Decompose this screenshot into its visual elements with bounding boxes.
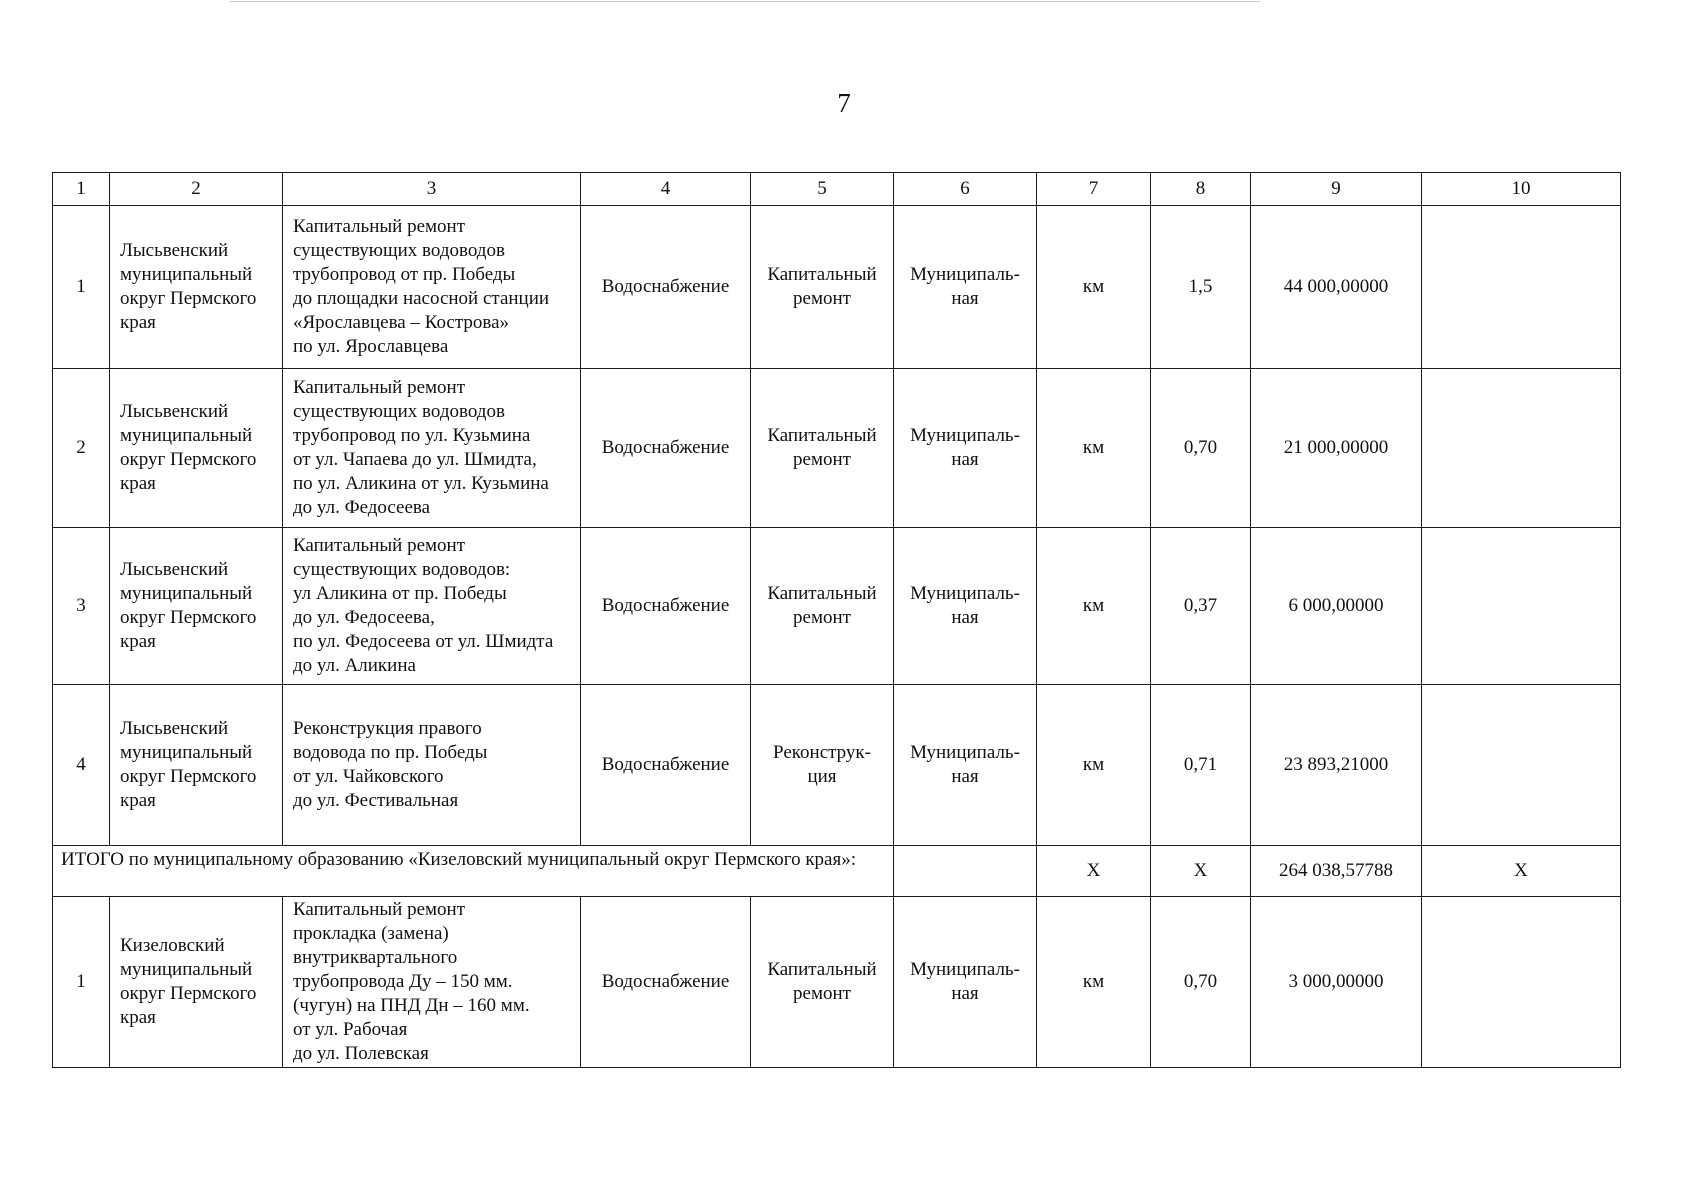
unit-cell: км	[1037, 369, 1151, 528]
municipality-cell	[110, 206, 283, 369]
amount-cell: 0,70	[1151, 897, 1251, 1068]
work-type-text: Капитальный ремонт	[767, 959, 877, 1004]
work-type-cell	[751, 206, 894, 369]
header-cell: 3	[283, 173, 581, 206]
sector-cell: Водоснабжение	[581, 897, 751, 1068]
page-number: 7	[837, 88, 851, 118]
header-cell: 4	[581, 173, 751, 206]
sector-cell: Водоснабжение	[581, 685, 751, 846]
header-cell: 7	[1037, 173, 1151, 206]
object-text: Капитальный ремонт существующих водоводов трубопровод по ул. Кузьмина от ул. Чапаева до ул. Шмидта, по ул. Аликина от ул. Кузьмина до ул. Федосеева	[293, 377, 549, 518]
unit-cell: км	[1037, 528, 1151, 685]
municipality-cell	[110, 528, 283, 685]
amount-cell: 0,70	[1151, 369, 1251, 528]
unit-cell: км	[1037, 685, 1151, 846]
object-text: Капитальный ремонт существующих водоводов трубопровод от пр. Победы до площадки насосной станции «Ярославцева – Кострова» по ул. Ярославцева	[293, 216, 550, 357]
total-cost: 264 038,57788	[1251, 846, 1422, 897]
work-type-text: Капитальный ремонт	[767, 425, 877, 470]
work-type-text: Капитальный ремонт	[767, 583, 877, 628]
ownership-cell	[894, 685, 1037, 846]
ownership-cell	[894, 897, 1037, 1068]
table-row	[53, 685, 1621, 846]
unit-cell: км	[1037, 206, 1151, 369]
scan-top-edge	[230, 1, 1260, 2]
sector-cell: Водоснабжение	[581, 528, 751, 685]
municipality-text: Лысьвенский муниципальный округ Пермского края	[120, 718, 257, 811]
ownership-text: Муниципаль- ная	[910, 959, 1020, 1004]
header-cell: 8	[1151, 173, 1251, 206]
ownership-cell	[894, 528, 1037, 685]
investment-table	[52, 172, 1621, 1068]
ownership-cell	[894, 206, 1037, 369]
object-cell	[283, 897, 581, 1068]
header-cell: 2	[110, 173, 283, 206]
amount-cell: 1,5	[1151, 206, 1251, 369]
object-cell	[283, 528, 581, 685]
total-label: ИТОГО по муниципальному образованию «Кизеловский муниципальный округ Пермского края»:	[53, 846, 894, 897]
header-cell: 6	[894, 173, 1037, 206]
object-text: Капитальный ремонт существующих водоводов: ул Аликина от пр. Победы до ул. Федосеева, по ул. Федосеева от ул. Шмидта до ул. Аликина	[293, 535, 554, 676]
object-cell	[283, 369, 581, 528]
note-cell	[1422, 685, 1621, 846]
municipality-cell	[110, 897, 283, 1068]
total-col7: Х	[1037, 846, 1151, 897]
ownership-text: Муниципаль- ная	[910, 583, 1020, 628]
municipality-text: Лысьвенский муниципальный округ Пермского края	[120, 240, 257, 333]
work-type-text: Реконструк- ция	[773, 742, 871, 787]
ownership-cell	[894, 369, 1037, 528]
header-cell: 9	[1251, 173, 1422, 206]
object-text: Реконструкция правого водовода по пр. Победы от ул. Чайковского до ул. Фестивальная	[293, 718, 488, 811]
note-cell	[1422, 897, 1621, 1068]
cost-cell: 21 000,00000	[1251, 369, 1422, 528]
ownership-text: Муниципаль- ная	[910, 425, 1020, 470]
row-number: 1	[53, 206, 110, 369]
note-cell	[1422, 528, 1621, 685]
municipality-text: Лысьвенский муниципальный округ Пермского края	[120, 401, 257, 494]
amount-cell: 0,71	[1151, 685, 1251, 846]
total-row	[53, 846, 1621, 897]
cost-cell: 3 000,00000	[1251, 897, 1422, 1068]
work-type-cell	[751, 528, 894, 685]
row-number: 4	[53, 685, 110, 846]
row-number: 1	[53, 897, 110, 1068]
table-row	[53, 369, 1621, 528]
work-type-cell	[751, 897, 894, 1068]
note-cell	[1422, 206, 1621, 369]
municipality-text: Кизеловский муниципальный округ Пермского края	[120, 935, 257, 1028]
total-empty-cell	[894, 846, 1037, 897]
unit-cell: км	[1037, 897, 1151, 1068]
municipality-cell	[110, 685, 283, 846]
work-type-cell	[751, 685, 894, 846]
object-cell	[283, 685, 581, 846]
municipality-text: Лысьвенский муниципальный округ Пермского края	[120, 559, 257, 652]
row-number: 2	[53, 369, 110, 528]
total-col10: Х	[1422, 846, 1621, 897]
note-cell	[1422, 369, 1621, 528]
object-cell	[283, 206, 581, 369]
header-cell: 5	[751, 173, 894, 206]
row-number: 3	[53, 528, 110, 685]
ownership-text: Муниципаль- ная	[910, 742, 1020, 787]
sector-cell: Водоснабжение	[581, 369, 751, 528]
header-row	[53, 173, 1621, 206]
table-row	[53, 206, 1621, 369]
header-cell: 10	[1422, 173, 1621, 206]
sector-cell: Водоснабжение	[581, 206, 751, 369]
cost-cell: 6 000,00000	[1251, 528, 1422, 685]
municipality-cell	[110, 369, 283, 528]
work-type-cell	[751, 369, 894, 528]
table-row	[53, 897, 1621, 1068]
amount-cell: 0,37	[1151, 528, 1251, 685]
work-type-text: Капитальный ремонт	[767, 264, 877, 309]
cost-cell: 23 893,21000	[1251, 685, 1422, 846]
total-col8: Х	[1151, 846, 1251, 897]
header-cell: 1	[53, 173, 110, 206]
object-text: Капитальный ремонт прокладка (замена) внутриквартального трубопровода Ду – 150 мм. (чугун) на ПНД Дн – 160 мм. от ул. Рабочая до ул. Полевская	[293, 899, 530, 1064]
ownership-text: Муниципаль- ная	[910, 264, 1020, 309]
table-row	[53, 528, 1621, 685]
cost-cell: 44 000,00000	[1251, 206, 1422, 369]
